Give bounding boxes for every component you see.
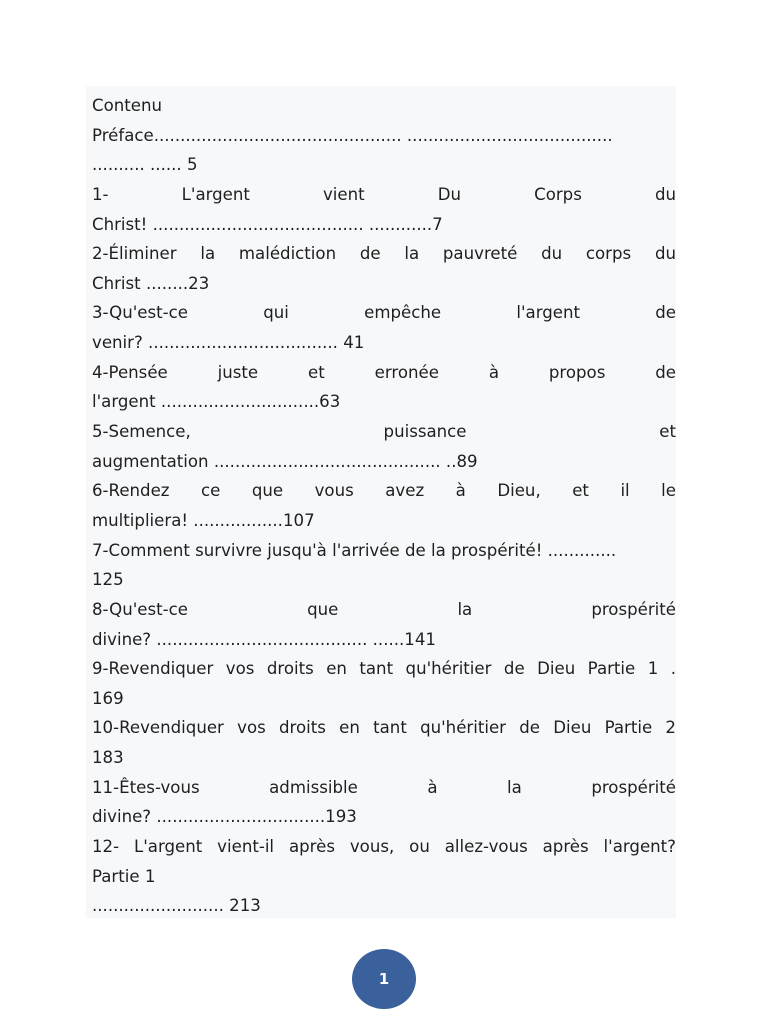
toc-line: 4-Pensée juste et erronée à propos de [92,362,676,382]
toc-line: ......................... 213 [92,896,261,916]
page-number-badge [352,949,416,1009]
toc-line: venir? .................................... 41 [92,333,365,353]
toc-line: 10-Revendiquer vos droits en tant qu'héritier de Dieu Partie 2 [92,718,676,738]
toc-lines [92,91,676,921]
toc-line: l'argent ..............................63 [92,392,341,412]
toc-line: 9-Revendiquer vos droits en tant qu'héritier de Dieu Partie 1 . [92,659,676,679]
page-number: 1 [378,970,390,988]
toc-line: Partie 1 [92,866,156,886]
toc-line: divine? ........................................ ......141 [92,629,436,649]
toc-line: 183 [92,748,124,768]
table-of-contents [86,86,676,918]
toc-line: augmentation ........................................... ..89 [92,451,478,471]
toc-line: 7-Comment survivre jusqu'à l'arrivée de la prospérité! ............. [92,540,617,560]
toc-line: multipliera! .................107 [92,510,315,530]
toc-line: 1- L'argent vient Du Corps du [92,184,676,204]
toc-line: 125 [92,570,124,590]
toc-line: 2-Éliminer la malédiction de la pauvreté du corps du [92,244,676,264]
toc-line: .......... ...... 5 [92,155,198,175]
toc-line: Christ ........23 [92,273,210,293]
toc-line: 3-Qu'est-ce qui empêche l'argent de [92,303,676,323]
toc-line: 8-Qu'est-ce que la prospérité [92,599,676,619]
toc-line: Christ! ........................................ ............7 [92,214,443,234]
toc-line: 5-Semence, puissance et [92,422,676,442]
toc-line: 11-Êtes-vous admissible à la prospérité [92,777,676,797]
toc-line: 12- L'argent vient-il après vous, ou allez-vous après l'argent? [92,837,676,857]
toc-line: 169 [92,688,124,708]
toc-line: divine? ................................193 [92,807,357,827]
toc-line: Préface............................................... ....................................... [92,125,613,145]
toc-line: 6-Rendez ce que vous avez à Dieu, et il le [92,481,676,501]
toc-heading: Contenu [92,96,163,115]
